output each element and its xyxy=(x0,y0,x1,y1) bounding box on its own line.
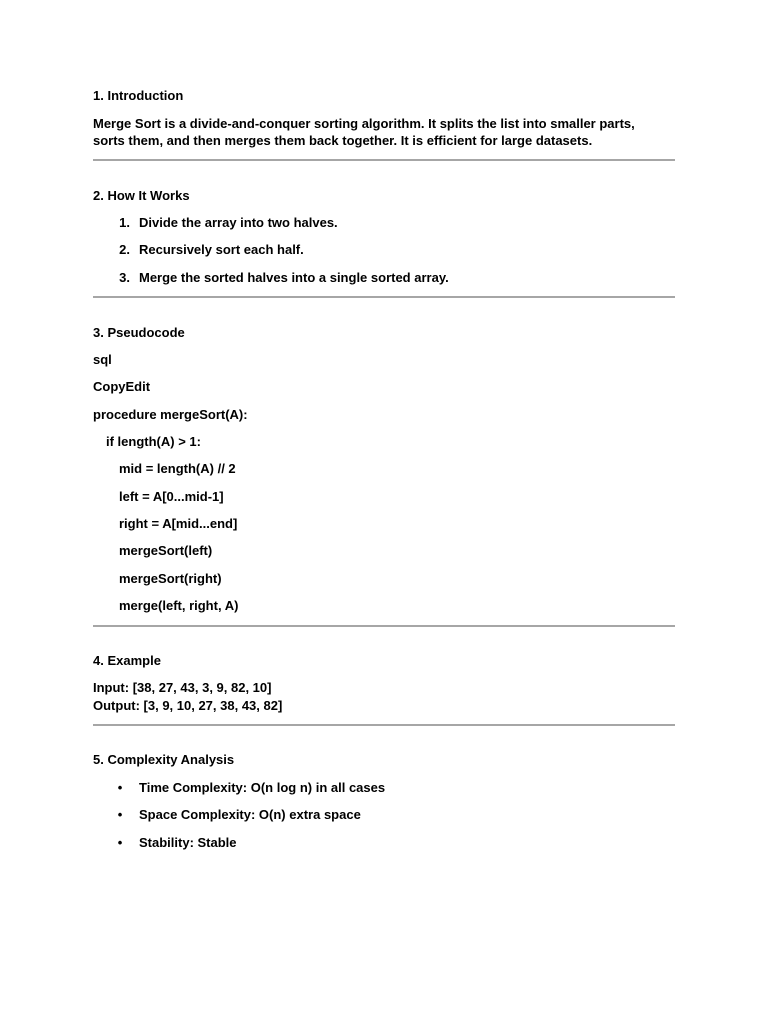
divider xyxy=(93,724,675,726)
example-output: Output: [3, 9, 10, 27, 38, 43, 82] xyxy=(93,698,283,713)
bullet-icon: • xyxy=(117,780,123,795)
intro-body: Merge Sort is a divide-and-conquer sorting algorithm. It splits the list into smaller parts, sorts them, and then merges them back together. It is efficient for large datasets. xyxy=(93,116,635,148)
code-line: left = A[0...mid-1] xyxy=(119,489,224,504)
code-language-label: sql xyxy=(93,352,112,367)
complexity-heading: 5. Complexity Analysis xyxy=(93,752,235,767)
list-number: 1. xyxy=(119,215,130,230)
example-heading: 4. Example xyxy=(93,653,161,668)
list-number: 3. xyxy=(119,270,130,285)
copy-edit-label[interactable]: CopyEdit xyxy=(93,379,151,394)
code-line: procedure mergeSort(A): xyxy=(93,407,248,422)
bullet-icon: • xyxy=(117,807,123,822)
intro-heading: 1. Introduction xyxy=(93,88,184,103)
list-item-text: Time Complexity: O(n log n) in all cases xyxy=(139,780,386,795)
pseudo-heading: 3. Pseudocode xyxy=(93,325,185,340)
list-item-text: Space Complexity: O(n) extra space xyxy=(139,807,361,822)
code-line: if length(A) > 1: xyxy=(106,434,201,449)
divider xyxy=(93,296,675,298)
list-item-text: Stability: Stable xyxy=(139,835,237,850)
divider xyxy=(93,625,675,627)
how-heading: 2. How It Works xyxy=(93,188,190,203)
divider xyxy=(93,159,675,161)
list-item-text: Recursively sort each half. xyxy=(139,242,304,257)
bullet-icon: • xyxy=(117,835,123,850)
list-number: 2. xyxy=(119,242,130,257)
code-line: merge(left, right, A) xyxy=(119,598,239,613)
code-line: mergeSort(left) xyxy=(119,543,213,558)
code-line: mid = length(A) // 2 xyxy=(119,461,236,476)
example-input: Input: [38, 27, 43, 3, 9, 82, 10] xyxy=(93,680,272,695)
list-item-text: Merge the sorted halves into a single sorted array. xyxy=(139,270,449,285)
code-line: right = A[mid...end] xyxy=(119,516,238,531)
code-line: mergeSort(right) xyxy=(119,571,222,586)
list-item-text: Divide the array into two halves. xyxy=(139,215,338,230)
